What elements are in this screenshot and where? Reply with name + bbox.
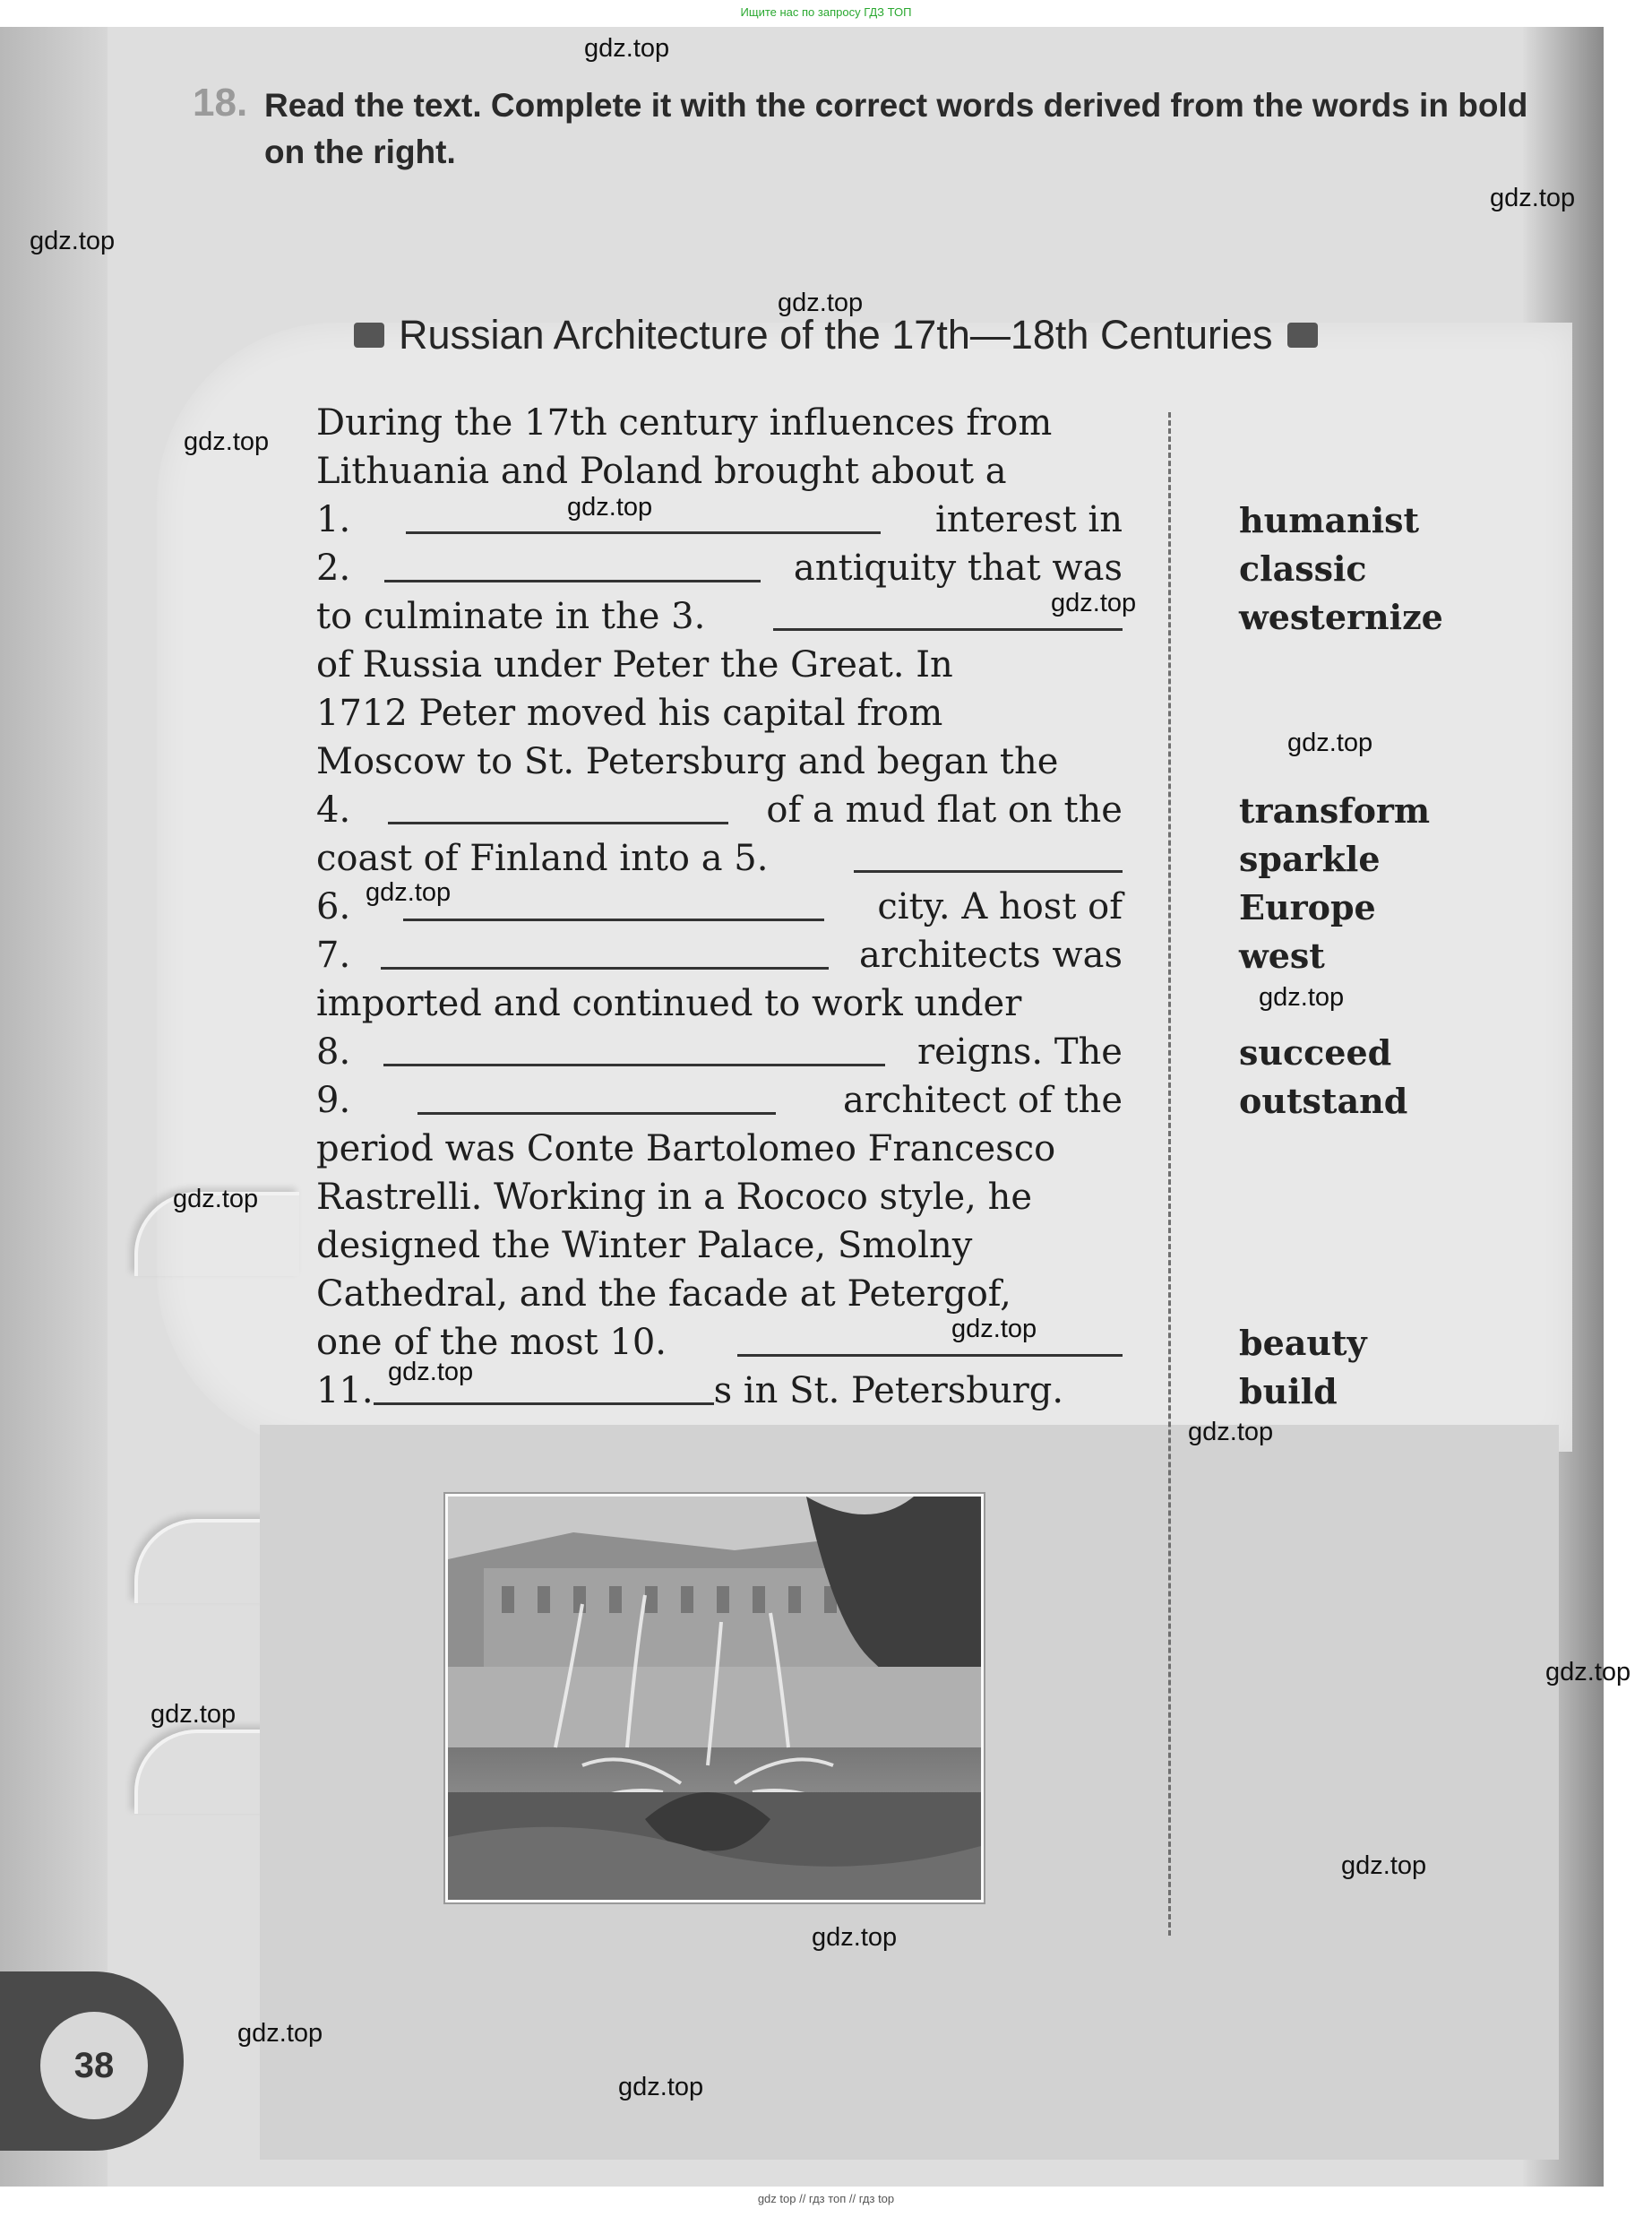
word-beauty: beauty [1239,1323,1367,1363]
watermark[interactable]: gdz.top [237,2019,323,2048]
text-line: imported and continued to work under [316,983,1022,1024]
square-bullet-icon [1287,323,1318,348]
bottom-banner[interactable]: gdz top // гдз топ // гдз top [757,2192,895,2205]
word-westernize: westernize [1239,597,1443,637]
watermark[interactable]: gdz.top [1545,1658,1631,1686]
watermark[interactable]: gdz.top [1259,983,1345,1012]
exercise-title-text: Russian Architecture of the 17th—18th Centuries [399,312,1273,358]
top-banner[interactable]: Ищите нас по запросу ГДЗ ТОП [740,5,912,19]
watermark[interactable]: gdz.top [151,1700,237,1729]
text-line: Lithuania and Poland brought about a [316,451,1007,492]
text-line: period was Conte Bartolomeo Francesco [316,1128,1056,1169]
watermark[interactable]: gdz.top [184,427,270,456]
text-line: 11. s in St. Petersburg. [316,1367,1123,1415]
word-transform: transform [1239,790,1431,831]
gap-10[interactable] [737,1318,1123,1357]
watermark[interactable]: gdz.top [567,493,653,522]
word-outstand: outstand [1239,1081,1408,1121]
gap-5[interactable] [854,834,1123,873]
gap-7[interactable] [381,931,829,970]
watermark[interactable]: gdz.top [584,34,670,63]
gap-4[interactable] [388,786,728,824]
word-humanist: humanist [1239,500,1420,540]
text-line: designed the Winter Palace, Smolny [316,1225,973,1266]
text-line: of Russia under Peter the Great. In [316,644,953,686]
watermark[interactable]: gdz.top [1341,1851,1427,1880]
word-succeed: succeed [1239,1032,1392,1073]
word-sparkle: sparkle [1239,839,1381,879]
column-divider [1168,412,1171,1936]
gap-2[interactable] [384,544,761,582]
word-west: west [1239,936,1325,976]
watermark[interactable]: gdz.top [1490,184,1576,212]
word-build: build [1239,1371,1338,1411]
text-line: one of the most 10. [316,1318,1123,1367]
fountain-illustration [448,1497,981,1900]
word-classic: classic [1239,548,1367,589]
text-line: 1712 Peter moved his capital from [316,693,943,734]
watermark[interactable]: gdz.top [1287,729,1373,757]
watermark[interactable]: gdz.top [173,1185,259,1213]
peterhof-photo [445,1494,984,1902]
exercise-instruction: Read the text. Complete it with the correct words derived from the words in bold on the right. [264,87,1528,170]
text-line: to culminate in the 3. [316,592,1123,641]
watermark[interactable]: gdz.top [618,2073,704,2101]
watermark[interactable]: gdz.top [812,1923,898,1952]
watermark[interactable]: gdz.top [30,227,116,255]
watermark[interactable]: gdz.top [1051,589,1137,617]
text-line: During the 17th century influences from [316,402,1053,444]
text-line: 1. interest in [316,496,1123,544]
square-bullet-icon [354,323,384,348]
text-line: Rastrelli. Working in a Rococo style, he [316,1177,1033,1218]
text-line: 8. reigns. The [316,1028,1123,1076]
exercise-number: 18. [193,81,248,125]
page-number: 38 [40,2012,148,2119]
watermark[interactable]: gdz.top [366,878,452,907]
word-europe: Europe [1239,887,1376,927]
gap-8[interactable] [383,1028,885,1066]
text-line: Moscow to St. Petersburg and began the [316,741,1059,782]
watermark[interactable]: gdz.top [388,1358,474,1386]
text-line: 2. antiquity that was [316,544,1123,592]
text-line: 6. city. A host of [316,883,1123,931]
exercise-title [354,312,1519,358]
page-left-edge [0,27,108,2187]
text-line: Cathedral, and the facade at Petergof, [316,1273,1011,1315]
text-line: coast of Finland into a 5. [316,834,1123,883]
text-line: 4. of a mud flat on the [316,786,1123,834]
text-line: 9. architect of the [316,1076,1123,1125]
watermark[interactable]: gdz.top [778,289,864,317]
watermark[interactable]: gdz.top [951,1315,1037,1343]
watermark[interactable]: gdz.top [1188,1418,1274,1446]
text-line: 7. architects was [316,931,1123,979]
gap-9[interactable] [417,1076,776,1115]
gap-6[interactable] [403,883,824,921]
